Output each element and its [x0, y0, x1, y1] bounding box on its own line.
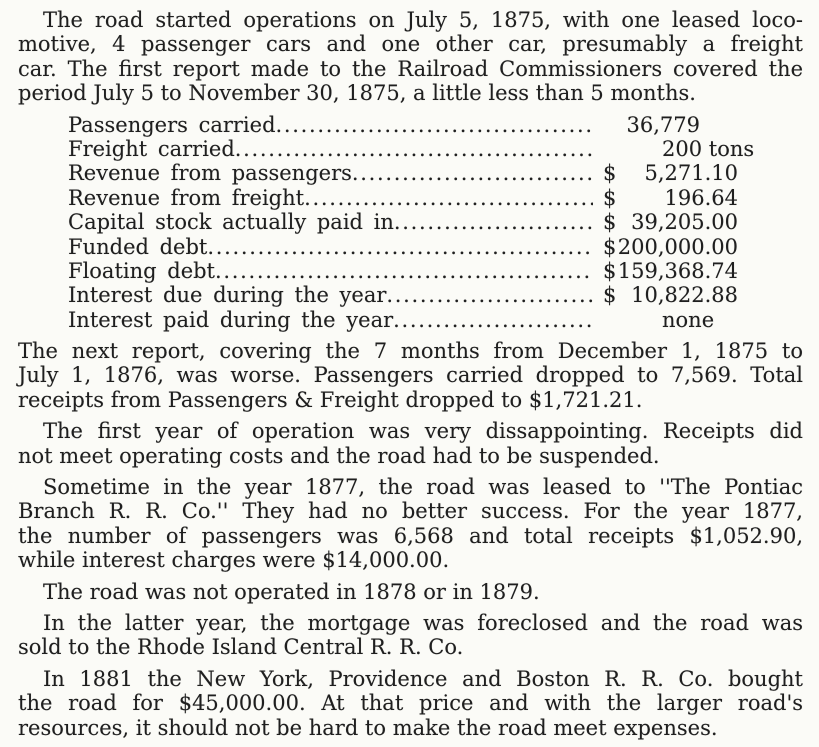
dot-leader	[207, 235, 593, 259]
paragraph-line: receipts from Passengers & Freight dropped to $1,721.21.	[18, 387, 643, 412]
paragraph-line: Branch R. R. Co.'' They had no better success. For the year 1877,	[18, 499, 803, 524]
dot-leader	[352, 161, 593, 185]
currency-symbol	[603, 137, 617, 161]
row-value	[603, 186, 763, 210]
dot-leader	[386, 283, 593, 307]
row-label: Capital stock actually paid in	[68, 210, 394, 235]
intro-paragraph	[18, 8, 803, 106]
row-value	[603, 259, 763, 283]
paragraph	[18, 339, 803, 412]
paragraph	[18, 611, 803, 660]
paragraph-line: The road was not operated in 1878 or in 1879.	[43, 579, 540, 604]
dot-leader	[304, 186, 593, 210]
paragraph-line: the road for $45,000.00. At that price and with the larger road's	[18, 691, 803, 716]
row-value	[603, 137, 763, 161]
row-value	[603, 308, 763, 332]
currency-symbol	[603, 308, 617, 332]
amount: 196.64	[664, 185, 738, 210]
currency-symbol: $	[603, 185, 617, 210]
row-label: Revenue from freight	[68, 185, 305, 210]
paragraph-line: period July 5 to November 30, 1875, a little less than 5 months.	[18, 81, 696, 106]
table-row	[68, 161, 763, 185]
amount: 200 tons	[662, 136, 755, 161]
text-column	[18, 8, 803, 740]
paragraph	[18, 475, 803, 573]
amount: 39,205.00	[631, 210, 738, 235]
amount: 200,000.00	[617, 234, 738, 259]
currency-symbol: $	[603, 210, 617, 235]
dot-leader	[394, 210, 593, 234]
table-row	[68, 137, 763, 161]
paragraph	[18, 419, 803, 468]
paragraph-line: The road started operations on July 5, 1875, with one leased loco-	[43, 8, 803, 32]
paragraph-line: car. The first report made to the Railroad Commissioners covered the	[18, 56, 803, 81]
currency-symbol: $	[603, 258, 617, 283]
paragraph-line: not meet operating costs and the road had to be suspended.	[18, 443, 660, 468]
row-label: Freight carried	[68, 136, 235, 161]
currency-symbol: $	[603, 234, 617, 259]
paragraph-line: while interest charges were $14,000.00.	[18, 548, 450, 573]
amount: 36,779	[626, 112, 700, 137]
currency-symbol: $	[603, 161, 617, 186]
paragraph-line: In 1881 the New York, Providence and Boston R. R. Co. bought	[43, 666, 803, 691]
dot-leader	[235, 137, 593, 161]
row-value	[603, 235, 763, 259]
row-label: Passengers carried	[68, 112, 276, 137]
row-value	[603, 210, 763, 234]
first-report-table	[18, 113, 803, 333]
table-row	[68, 235, 763, 259]
paragraph-line: July 1, 1876, was worse. Passengers carried dropped to 7,569. Total	[18, 363, 803, 388]
currency-symbol	[603, 113, 617, 137]
row-value	[603, 113, 763, 137]
amount: 159,368.74	[617, 258, 738, 283]
amount: 5,271.10	[644, 161, 738, 186]
table-row	[68, 113, 763, 137]
paragraph	[18, 580, 803, 604]
dot-leader	[215, 259, 593, 283]
table-row	[68, 210, 763, 234]
row-label: Funded debt	[68, 234, 208, 259]
paragraph-line: the number of passengers was 6,568 and total receipts $1,052.90,	[18, 523, 803, 548]
row-label: Interest due during the year	[68, 283, 387, 308]
amount: 10,822.88	[631, 283, 738, 308]
dot-leader	[276, 113, 593, 137]
dot-leader	[393, 308, 593, 332]
paragraph-line: Sometime in the year 1877, the road was leased to ''The Pontiac	[43, 475, 803, 500]
table-row	[68, 259, 763, 283]
table-row	[68, 186, 763, 210]
paragraph-line: The next report, covering the 7 months from December 1, 1875 to	[18, 339, 803, 364]
paragraph-line: resources, it should not be hard to make the road meet expenses.	[18, 715, 718, 740]
row-value	[603, 161, 763, 185]
row-label: Revenue from passengers	[68, 161, 352, 186]
currency-symbol: $	[603, 283, 617, 308]
paragraph-line: motive, 4 passenger cars and one other car, presumably a freight	[18, 32, 803, 57]
table-row	[68, 308, 763, 332]
paragraph	[18, 667, 803, 740]
row-value	[603, 283, 763, 307]
table-row	[68, 283, 763, 307]
row-label: Interest paid during the year	[68, 307, 394, 332]
row-label: Floating debt	[68, 258, 216, 283]
paragraph-line: sold to the Rhode Island Central R. R. Co.	[18, 635, 464, 660]
paragraph-line: The first year of operation was very dissappointing. Receipts did	[43, 419, 803, 444]
paragraph-line: In the latter year, the mortgage was foreclosed and the road was	[43, 610, 803, 635]
amount: none	[662, 307, 715, 332]
